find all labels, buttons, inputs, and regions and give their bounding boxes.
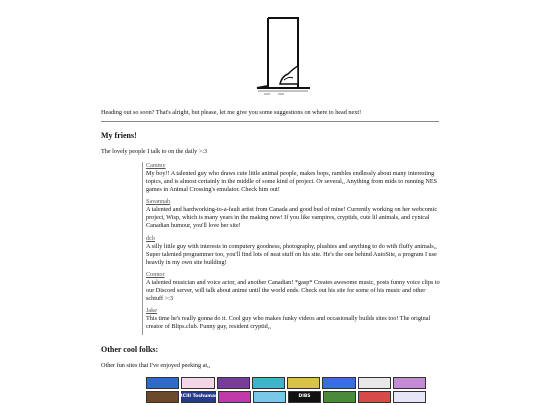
friend-link-connor[interactable]: Connor	[146, 270, 165, 278]
friend-item	[146, 235, 442, 267]
site-button[interactable]: RCIII Toshumas	[181, 391, 216, 403]
friend-description: A silly little guy with interests in computery goodness, photography, plushies and anything to do with fluffy animals,, Super talented programmer too, you'll find lots of neat stuff on his site. He's the one behind AutoSite, a program I use heavily in my own site building!	[146, 242, 437, 266]
friends-subtitle: The lovely people I talk to on the daily >:3	[101, 148, 208, 155]
site-button[interactable]	[181, 377, 214, 389]
intro-text: Heading out so soon? That's alright, but please, let me give you some suggestions on where to head next!	[101, 109, 362, 116]
friend-item	[146, 198, 442, 230]
site-button[interactable]	[358, 377, 391, 389]
site-button[interactable]	[217, 377, 250, 389]
cool-folks-heading: Other cool folks:	[101, 345, 159, 354]
friend-item	[146, 162, 442, 194]
friend-description: This time he's really gonna do it. Cool guy who makes funky videos and occasionally builds sites too! The original creator of Blips.club. Funny guy, resident cryptid,,	[146, 315, 431, 331]
site-button[interactable]	[218, 391, 251, 403]
cool-folks-subtitle: Other fun sites that I've enjoyed peeking at,,	[101, 362, 211, 369]
site-button[interactable]	[146, 377, 179, 389]
button-row	[146, 377, 426, 389]
button-row	[146, 391, 426, 403]
friends-heading: My friens!	[101, 131, 137, 140]
site-button[interactable]	[253, 391, 286, 403]
site-button[interactable]: DIBS	[288, 391, 321, 403]
friend-link-dcb[interactable]: dcb	[146, 234, 155, 242]
friend-description: My boy!! A talented guy who draws cute little animal people, makes bops, rambles endlessly about many interesting topics, and is almost certainly in the middle of some kind of project. Or several,, Anything from mids to running NES games in Animal Crossing's emulator. Check him out!	[146, 170, 438, 194]
site-buttons	[146, 377, 426, 405]
site-button[interactable]	[322, 377, 355, 389]
friend-item	[146, 271, 442, 303]
site-button[interactable]	[323, 391, 356, 403]
divider	[101, 121, 439, 122]
friend-description: A talented musician and voice actor, and another Canadian! *gasp* Creates awesome music, posts funny voice clips to our Discord server, will talk about anime until the world ends. Check out his site for some of his music and other schtuff >:3	[146, 278, 440, 302]
friend-link-savannah[interactable]: Savannah	[146, 198, 171, 206]
site-button[interactable]	[358, 391, 391, 403]
site-button[interactable]	[287, 377, 320, 389]
friend-link-cammy[interactable]: Cammy	[146, 162, 166, 169]
friend-item	[146, 307, 442, 331]
friend-link-jake[interactable]: Jake	[146, 307, 157, 314]
friends-list	[142, 162, 442, 335]
site-button[interactable]	[393, 377, 426, 389]
site-button[interactable]	[146, 391, 179, 403]
friend-description: A talented and hardworking-to-a-fault artist from Canada and good bud of mine! Currently working on her webcomic project, Wisp, which is many years in the making now! If you like vampires, cryptids, cute lil animals, and cynical Canadian humour, you'll love her site!	[146, 206, 438, 230]
site-button[interactable]	[393, 391, 426, 403]
site-button[interactable]	[252, 377, 285, 389]
hero-illustration	[254, 16, 312, 96]
